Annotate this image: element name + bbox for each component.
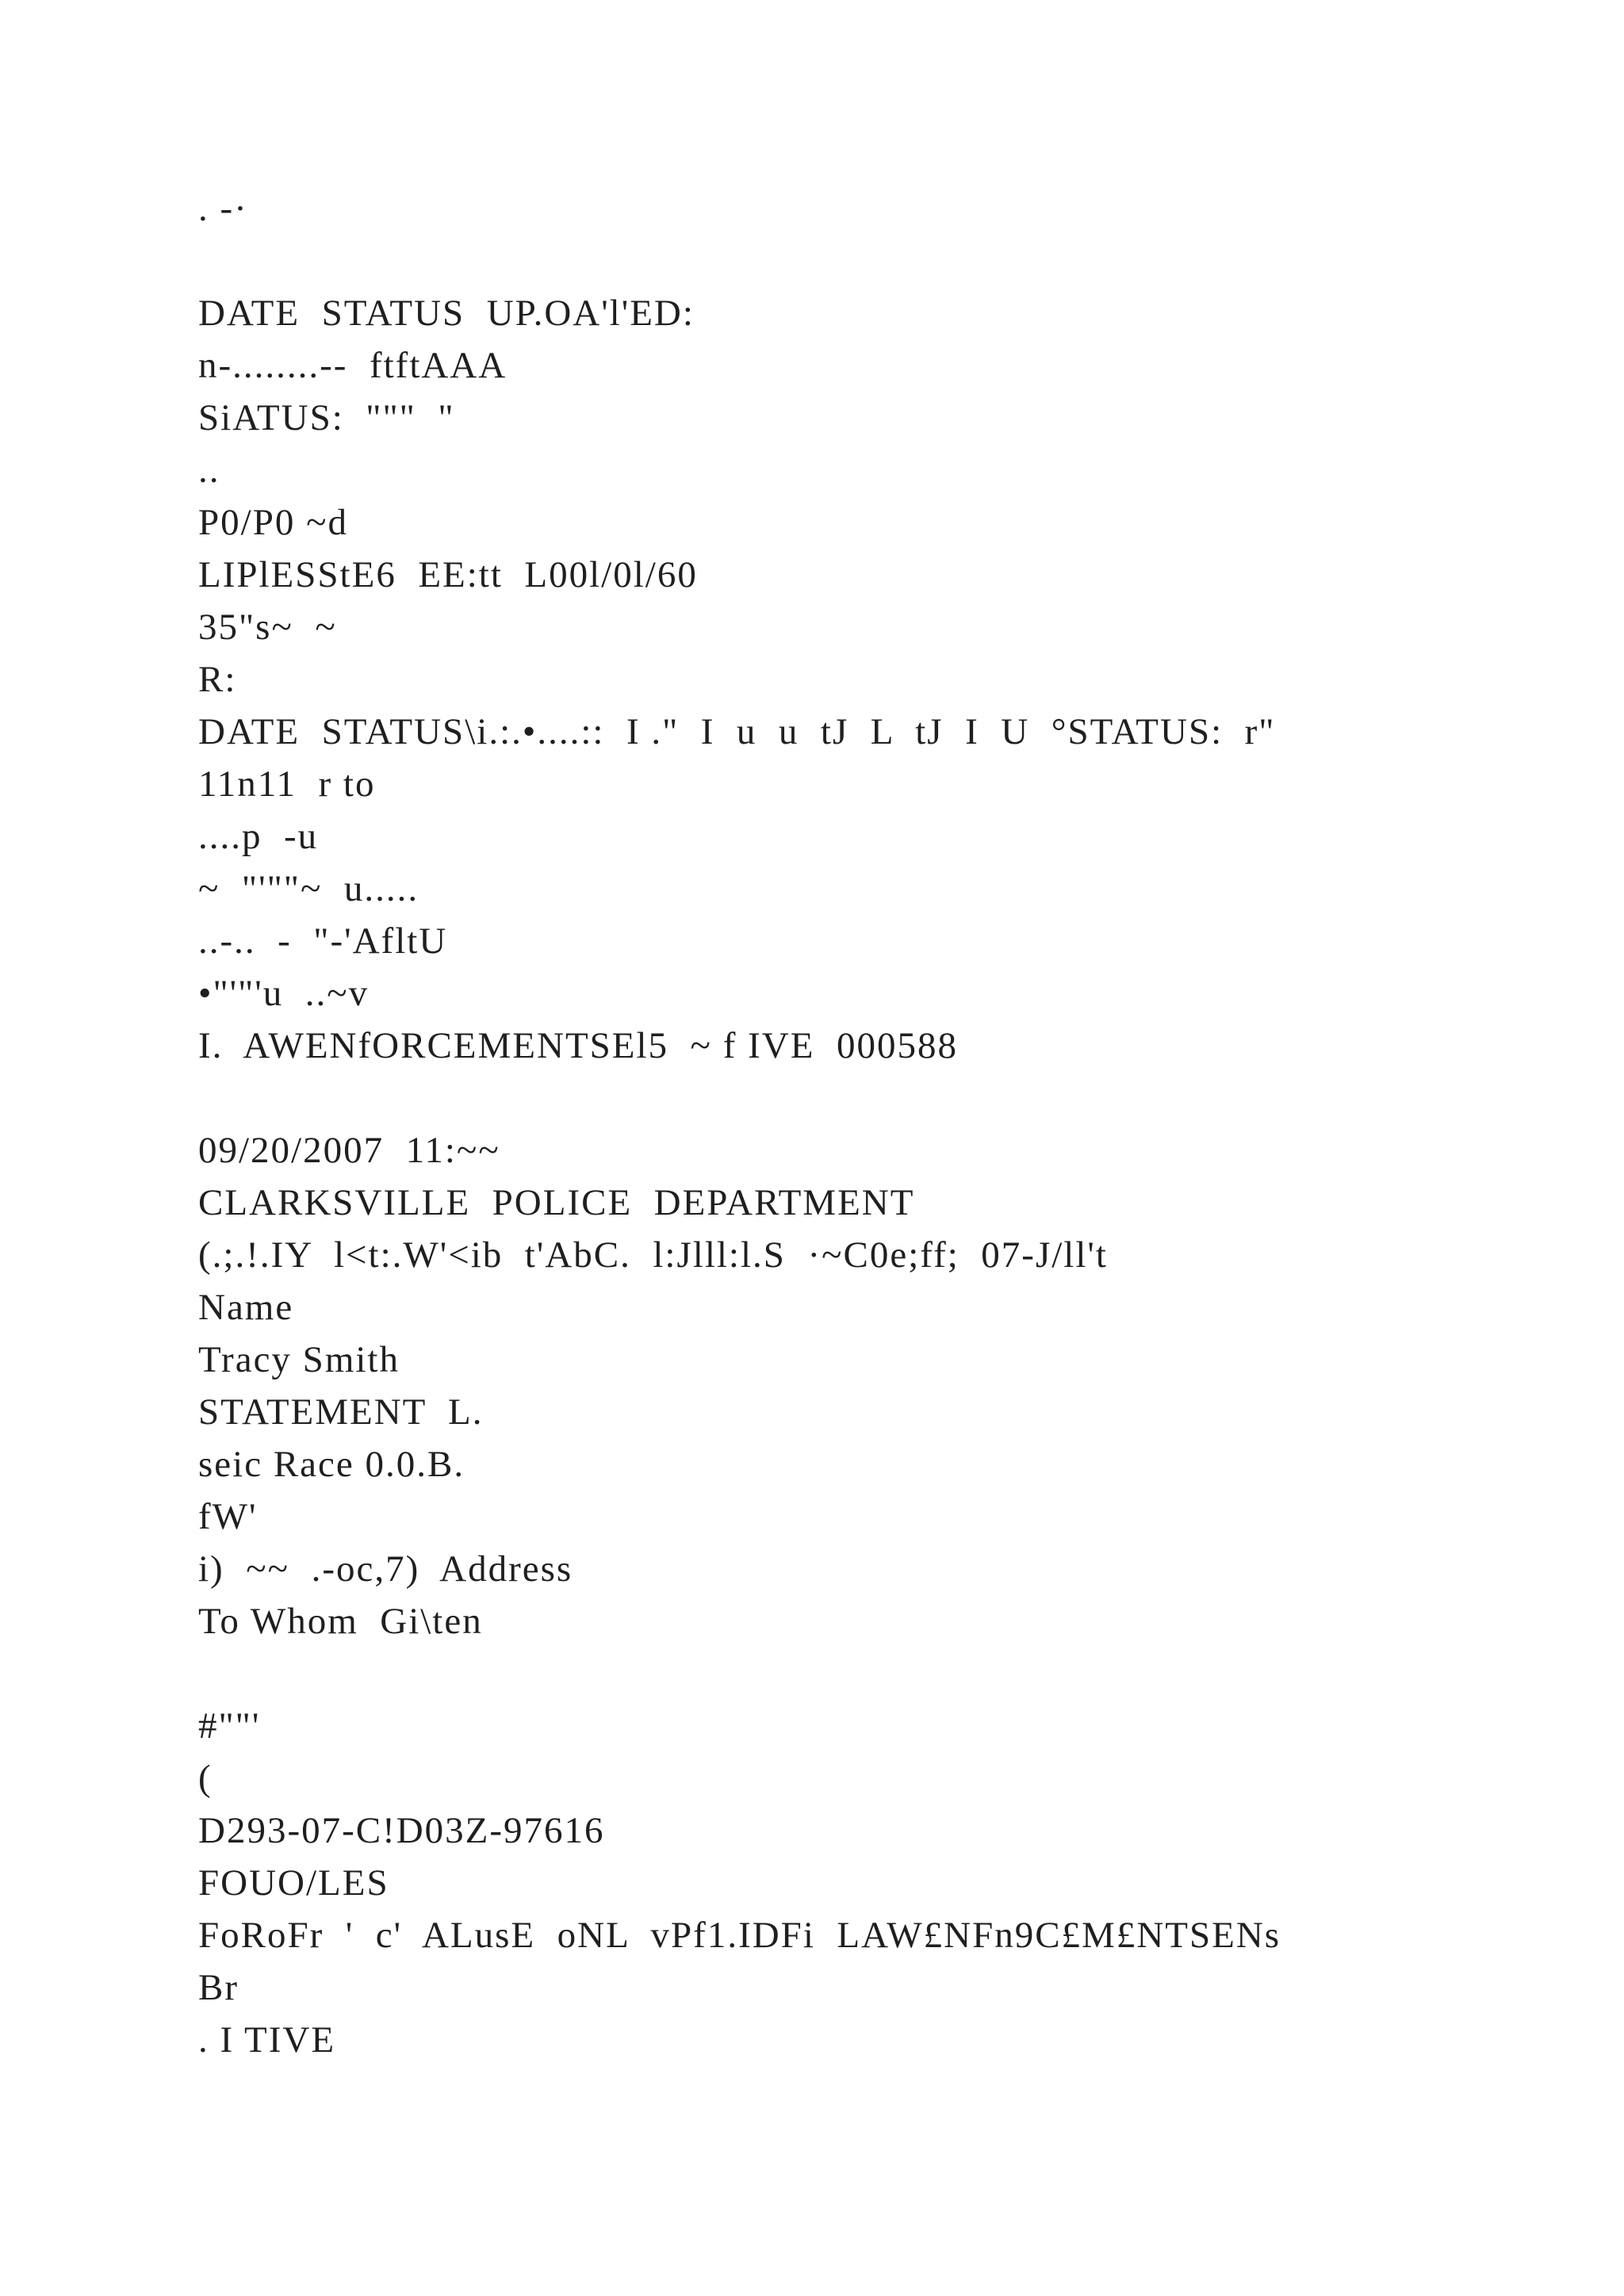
text-line: P0/P0 ~d — [198, 502, 349, 543]
text-line: •"'"'u ..~v — [198, 973, 370, 1014]
text-line: STATEMENT L. — [198, 1391, 484, 1433]
text-line: Br — [198, 1967, 239, 2008]
text-line: (.;.!.IY l<t:.W'<ib t'AbC. l:Jlll:l.S ·~C0e;ff; 07-J/ll't — [198, 1234, 1108, 1276]
text-line — [198, 1072, 1507, 1124]
text-line: 35"s~ ~ — [198, 607, 337, 648]
text-line: ~ "'""~ u..... — [198, 868, 419, 909]
text-line — [198, 1647, 1507, 1700]
ocr-text-block — [198, 182, 1507, 2066]
text-line: 09/20/2007 11:~~ — [198, 1130, 500, 1171]
text-line: . I TIVE — [198, 2019, 336, 2061]
text-line: CLARKSVILLE POLICE DEPARTMENT — [198, 1182, 915, 1223]
text-line: seic Race 0.0.B. — [198, 1444, 465, 1485]
text-line: fW' — [198, 1496, 258, 1537]
text-line: To Whom Gi\ten — [198, 1601, 483, 1642]
text-line: LIPlESStE6 EE:tt L00l/0l/60 — [198, 554, 698, 595]
text-line: Name — [198, 1287, 294, 1328]
text-line — [198, 235, 1507, 287]
text-line: 11n11 r to — [198, 763, 376, 805]
text-line: n-........-- ftftAAA — [198, 345, 508, 386]
text-line: ....p -u — [198, 816, 319, 857]
text-line: I. AWENfORCEMENTSEl5 ~ f IVE 000588 — [198, 1025, 958, 1066]
text-line: FOUO/LES — [198, 1862, 389, 1904]
text-line: Tracy Smith — [198, 1339, 400, 1380]
text-line: DATE STATUS UP.OA'l'ED: — [198, 293, 695, 334]
text-line: DATE STATUS\i.:.•....:: I ." I u u tJ L tJ I U °STATUS: r" — [198, 711, 1276, 752]
text-line: SiATUS: """ " — [198, 397, 455, 438]
text-line: ( — [198, 1758, 213, 1799]
text-line: . -· — [198, 188, 248, 229]
text-line: #""' — [198, 1705, 261, 1747]
text-line: .. — [198, 450, 220, 491]
text-line: R: — [198, 659, 237, 700]
text-line: D293-07-C!D03Z-97616 — [198, 1810, 605, 1851]
text-line: i) ~~ .-oc,7) Address — [198, 1548, 573, 1590]
text-line: ..-.. - "-'AfltU — [198, 920, 448, 962]
text-line: FoRoFr ' c' ALusE oNL vPf1.IDFi LAW£NFn9C£M£NTSENs — [198, 1915, 1281, 1956]
